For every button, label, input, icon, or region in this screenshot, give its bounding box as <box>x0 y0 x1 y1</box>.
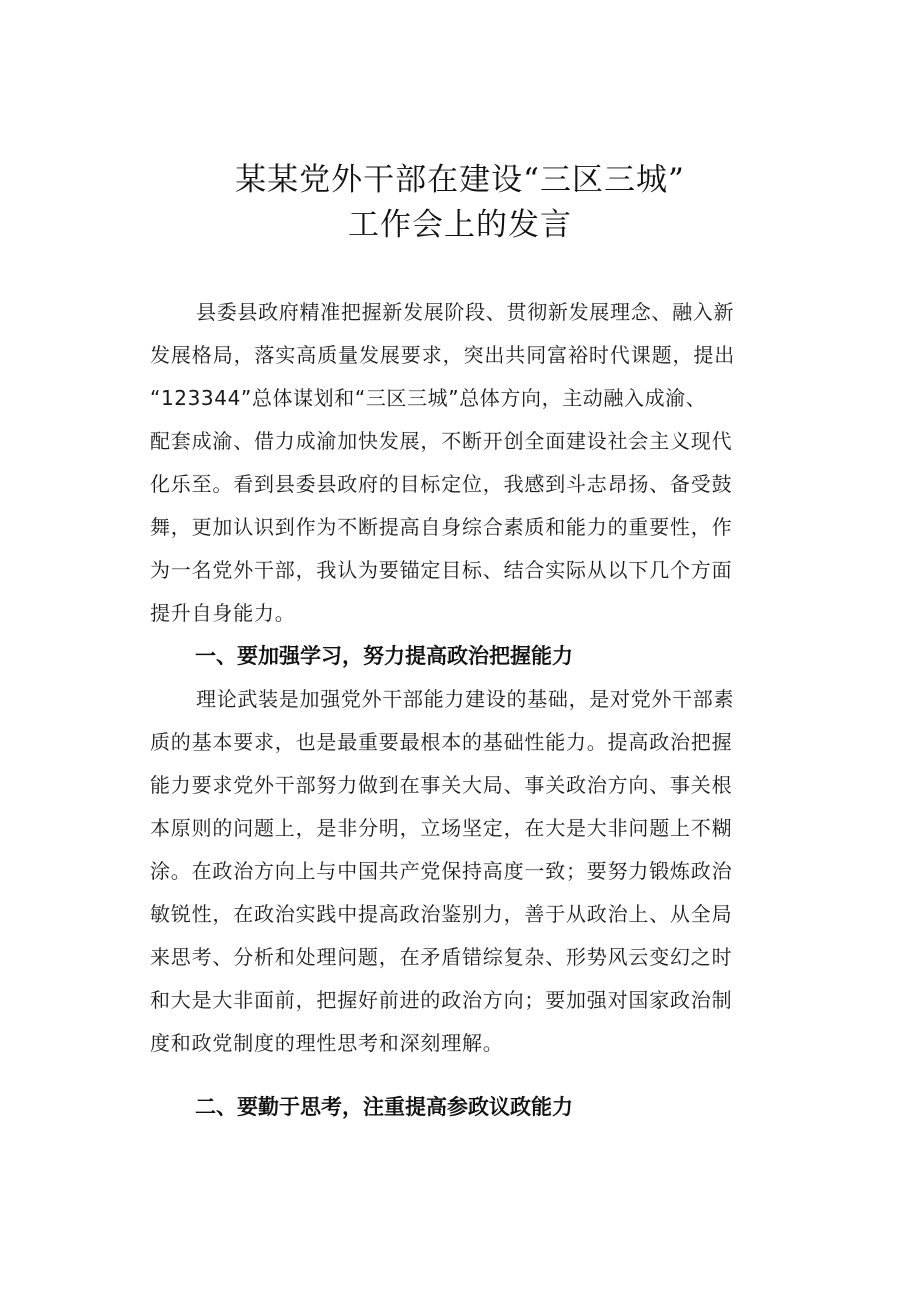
section-heading-2: 二、要勤于思考，注重提高参政议政能力 <box>195 1095 573 1119</box>
paragraph-2-line-7: 来思考、分析和处理问题，在矛盾错综复杂、形势风云变幻之时 <box>150 945 733 969</box>
paragraph-2-line-4: 本原则的问题上，是非分明，立场坚定，在大是大非问题上不糊 <box>150 816 733 840</box>
document-title-line-2: 工作会上的发言 <box>348 207 572 243</box>
paragraph-2-line-9: 度和政党制度的理性思考和深刻理解。 <box>150 1031 504 1055</box>
paragraph-2-line-1: 理论武装是加强党外干部能力建设的基础，是对党外干部素 <box>196 687 735 711</box>
paragraph-2-line-5: 涂。在政治方向上与中国共产党保持高度一致；要努力锻炼政治 <box>150 859 733 883</box>
paragraph-2-line-3: 能力要求党外干部努力做到在事关大局、事关政治方向、事关根 <box>150 773 733 797</box>
document-title-line-1: 某某党外干部在建设“三区三城” <box>235 162 685 198</box>
paragraph-1-line-4: 配套成渝、借力成渝加快发展，不断开创全面建设社会主义现代 <box>150 429 733 453</box>
paragraph-2-line-8: 和大是大非面前，把握好前进的政治方向；要加强对国家政治制 <box>150 988 733 1012</box>
paragraph-2-line-6: 敏锐性，在政治实践中提高政治鉴别力，善于从政治上、从全局 <box>150 902 733 926</box>
paragraph-1-line-6: 舞，更加认识到作为不断提高自身综合素质和能力的重要性，作 <box>150 515 733 539</box>
section-heading-1: 一、要加强学习，努力提高政治把握能力 <box>195 644 573 668</box>
paragraph-1-line-3: “123344”总体谋划和“三区三城”总体方向，主动融入成渝、 <box>150 386 707 410</box>
paragraph-2-line-2: 质的基本要求，也是最重要最根本的基础性能力。提高政治把握 <box>150 730 733 754</box>
paragraph-1-line-8: 提升自身能力。 <box>150 601 296 625</box>
paragraph-1-line-2: 发展格局，落实高质量发展要求，突出共同富裕时代课题，提出 <box>150 343 736 367</box>
paragraph-1-line-5: 化乐至。看到县委县政府的目标定位，我感到斗志昂扬、备受鼓 <box>150 472 733 496</box>
paragraph-1-line-7: 为一名党外干部，我认为要锚定目标、结合实际从以下几个方面 <box>150 558 733 582</box>
paragraph-1-line-1: 县委县政府精准把握新发展阶段、贯彻新发展理念、融入新 <box>196 300 735 324</box>
